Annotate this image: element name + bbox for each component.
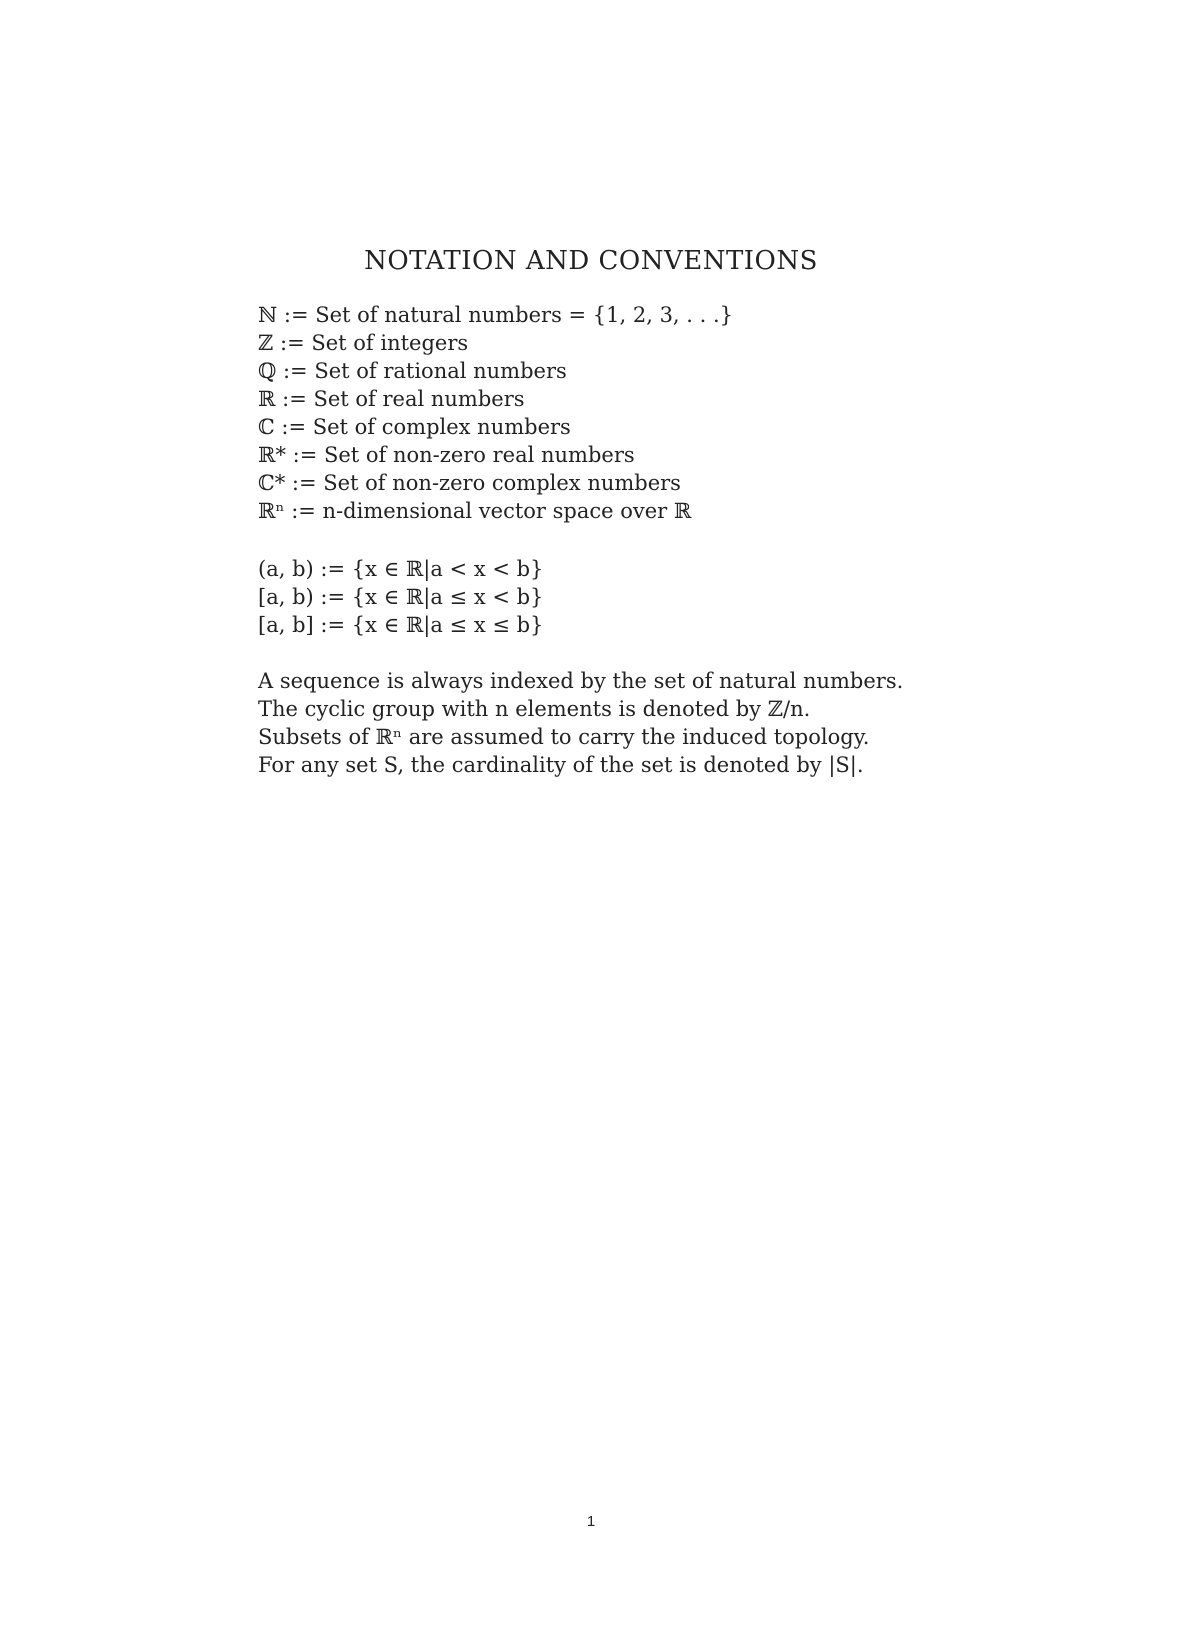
convention-induced-topology: Subsets of ℝⁿ are assumed to carry the induced topology. bbox=[258, 725, 870, 749]
definition-nonzero-complex: ℂ* := Set of non-zero complex numbers bbox=[258, 471, 681, 495]
convention-cyclic-group: The cyclic group with n elements is denoted by ℤ/n. bbox=[258, 697, 811, 721]
page-title: NOTATION AND CONVENTIONS bbox=[364, 246, 818, 276]
definition-natural-numbers: ℕ := Set of natural numbers = {1, 2, 3, . . .} bbox=[258, 303, 734, 327]
set-definitions-list bbox=[258, 301, 1058, 525]
convention-sequence-indexing: A sequence is always indexed by the set of natural numbers. bbox=[258, 669, 904, 693]
definition-complex-numbers: ℂ := Set of complex numbers bbox=[258, 415, 571, 439]
page-number: 1 bbox=[586, 1513, 596, 1530]
convention-cardinality: For any set S, the cardinality of the set is denoted by |S|. bbox=[258, 753, 864, 777]
definition-real-numbers: ℝ := Set of real numbers bbox=[258, 387, 525, 411]
definition-integers: ℤ := Set of integers bbox=[258, 331, 469, 355]
definition-rational-numbers: ℚ := Set of rational numbers bbox=[258, 359, 567, 383]
definition-vector-space: ℝⁿ := n-dimensional vector space over ℝ bbox=[258, 499, 692, 523]
definition-nonzero-reals: ℝ* := Set of non-zero real numbers bbox=[258, 443, 635, 467]
interval-definitions-list bbox=[258, 555, 1058, 639]
definition-half-open-interval: [a, b) := {x ∈ ℝ|a ≤ x < b} bbox=[258, 585, 544, 609]
definition-closed-interval: [a, b] := {x ∈ ℝ|a ≤ x ≤ b} bbox=[258, 613, 544, 637]
conventions-paragraph bbox=[258, 667, 1058, 779]
definition-open-interval: (a, b) := {x ∈ ℝ|a < x < b} bbox=[258, 557, 544, 581]
